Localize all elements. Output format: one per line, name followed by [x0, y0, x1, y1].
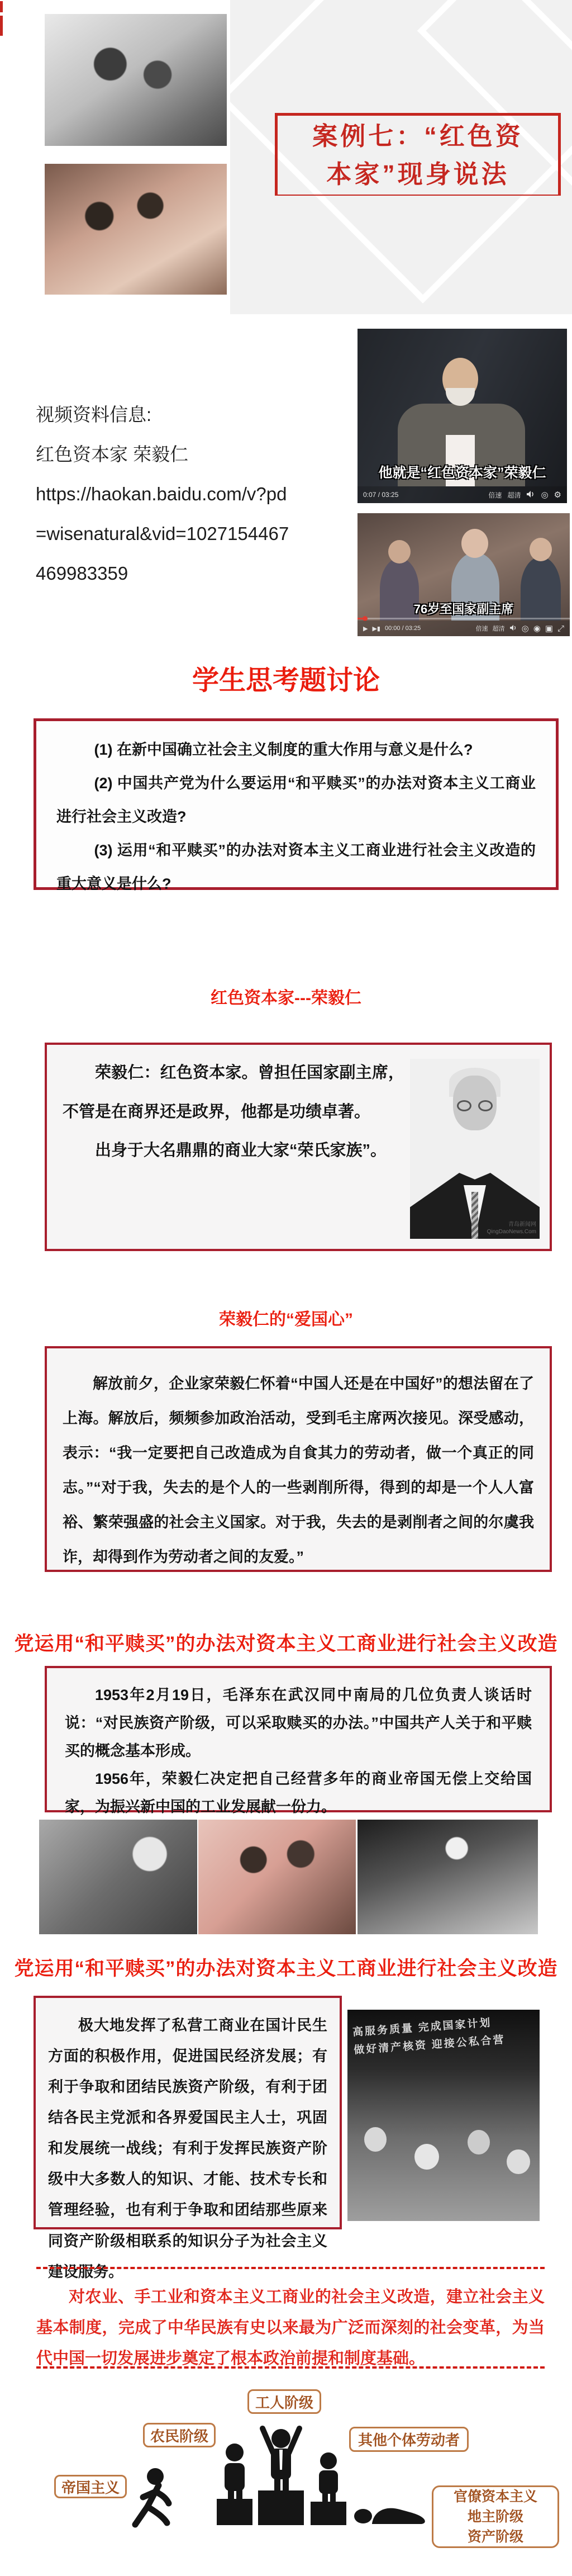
crowd-head: [507, 2149, 530, 2174]
photo-banner-text: 高服务质量 完成国家计划 做好清产核资 迎接公私合营: [352, 2017, 506, 2057]
question-3: (3) 运用“和平赎买”的办法对资本主义工商业进行社会主义改造的重大意义是什么?: [56, 841, 536, 892]
video-info-title: 红色资本家 荣毅仁: [36, 444, 189, 465]
rong-bio-text: [63, 1054, 404, 1171]
video2-control-bar: [358, 621, 570, 636]
video-player-2[interactable]: [358, 513, 570, 636]
video-player-1[interactable]: [358, 329, 567, 503]
label-imperialism: 帝国主义: [54, 2475, 127, 2498]
redemption1-para2: 1956年，荣毅仁决定把自己经营多年的商业帝国无偿上交给国家，为振兴新中国的工业发展献一份力。: [65, 1770, 532, 1815]
redemption1-box: [45, 1666, 552, 1815]
question-2: (2) 中国共产党为什么要运用“和平赎买”的办法对资本主义工商业进行社会主义改造?: [56, 774, 536, 825]
video-info-label: 视频资料信息:: [36, 404, 152, 425]
rong-section-heading: 红色资本家---荣毅仁: [211, 989, 361, 1007]
rong-bio-para2: 出身于大名鼎鼎的商业大家“荣氏家族”。: [95, 1142, 387, 1160]
discussion-questions-box: [34, 718, 559, 890]
volume-icon[interactable]: [526, 490, 535, 500]
case-title-line2: 本家”现身说法: [326, 159, 509, 188]
portrait-tie: [471, 1192, 478, 1239]
glasses-icon: [457, 1100, 471, 1111]
crowd-head: [414, 2144, 439, 2170]
video-url-line1: https://haokan.baidu.com/v?pd: [36, 484, 287, 504]
screenshot-icon[interactable]: ◎: [541, 490, 549, 500]
patriotism-box: [45, 1346, 552, 1572]
redemption2-box: [34, 1996, 342, 2280]
banner-crowd-photo: [347, 2010, 540, 2221]
conclusion-paragraph: 对农业、手工业和资本主义工商业的社会主义改造，建立社会主义基本制度，完成了中华民族有史以来最为广泛而深刻的社会变革，为当代中国一切发展进步奠定了根本政治前提和制度基础。: [36, 2288, 545, 2368]
dashed-divider-top: [36, 2267, 545, 2269]
photo-watermark: 青岛新闻网 QingDaoNews.Com: [487, 1221, 536, 1235]
glasses-icon: [478, 1100, 493, 1111]
rong-bio-para1: 荣毅仁：红色资本家。曾担任国家副主席，不管是在商界还是政界，他都是功绩卓著。: [63, 1064, 404, 1121]
quality-button[interactable]: 超清: [492, 626, 505, 632]
patriotism-heading: 荣毅仁的“爱国心”: [219, 1310, 353, 1329]
video2-time: 00:00 / 03:25: [384, 625, 421, 632]
edge-red-tick: [0, 1, 3, 12]
rong-bio-box: [45, 1043, 552, 1251]
historical-couple-photo: [45, 14, 227, 146]
edge-red-tick: [0, 16, 3, 36]
pip-icon[interactable]: ▣: [545, 623, 553, 633]
crowd-head: [364, 2127, 387, 2152]
label-worker-class: 工人阶级: [247, 2389, 321, 2414]
case-title-line1: 案例七：“红色资: [312, 122, 523, 150]
video-url-line2: =wisenatural&vid=1027154467: [36, 523, 289, 544]
video1-subtitle: 他就是“红色资本家”荣毅仁: [378, 465, 546, 481]
redemption1-heading: 党运用“和平赎买”的办法对资本主义工商业进行社会主义改造: [14, 1633, 558, 1655]
playback-speed-button[interactable]: 倍速: [488, 491, 502, 499]
record-icon[interactable]: ◉: [533, 623, 541, 633]
settings-gear-icon[interactable]: ⚙: [554, 490, 561, 500]
discussion-heading: 学生思考题讨论: [192, 666, 380, 695]
crowd-figure-head: [388, 540, 411, 564]
question-1: (1) 在新中国确立社会主义制度的重大作用与意义是什么?: [94, 741, 473, 758]
play-icon[interactable]: ▶: [363, 625, 368, 632]
label-farmer-class: 农民阶级: [143, 2423, 216, 2447]
case-title-box: [275, 113, 561, 196]
historical-signing-photo: [45, 164, 227, 295]
crowd-celebration-photo: [358, 1820, 538, 1934]
crowd-head: [468, 2130, 490, 2154]
redemption1-para1: 1953年2月19日，毛泽东在武汉同中南局的几位负责人谈话时说：“对民族资产阶级，可以采取赎买的办法。”中国共产人关于和平赎买的概念基本形成。: [65, 1687, 532, 1759]
patriotism-para: 解放前夕，企业家荣毅仁怀着“中国人还是在中国好”的想法留在了上海。解放后，频频参加政治活动，受到毛主席两次接见。深受感动，表示：“我一定要把自己改造成为自食其力的劳动者，做一个真正的同志。”“对于我，失去的是个人的一些剥削所得，得到的却是一个人人富裕、繁荣强盛的社会主义国家。对于我，失去的是剥削者之间的尔虞我诈，却得到作为劳动者之间的友爱。”: [63, 1375, 534, 1566]
waving-man-head: [461, 529, 488, 558]
label-overthrown-classes: 官僚资本主义 地主阶级 资产阶级: [432, 2485, 559, 2548]
video-info-block: [36, 395, 349, 593]
playback-speed-button[interactable]: 倍速: [475, 626, 488, 632]
redemption2-heading: 党运用“和平赎买”的办法对资本主义工商业进行社会主义改造: [14, 1958, 558, 1980]
next-icon[interactable]: ▶▮: [372, 625, 380, 632]
crowd-figure-head: [530, 538, 552, 561]
rong-portrait-photo: [410, 1059, 540, 1239]
fullscreen-icon[interactable]: ⤢: [557, 623, 564, 633]
video1-control-bar: [358, 486, 567, 503]
label-other-laborers: 其他个体劳动者: [349, 2427, 469, 2452]
dashed-divider-bottom: [36, 2366, 545, 2369]
redemption2-para: 极大地发挥了私营工商业在国计民生方面的积极作用，促进国民经济发展；有利于争取和团结民族资产阶级，有利于团结各民主党派和各界爱国民主人士，巩固和发展统一战线；有利于发挥民族资产阶级中大多数人的知识、才能、技术专长和管理经验，也有利于争取和团结那些原来同资产阶级相联系的知识分子为社会主义建设服务。: [48, 2017, 327, 2280]
video1-time: 0:07 / 03:25: [363, 491, 399, 499]
mao-with-workers-photo: [39, 1820, 197, 1934]
video2-subtitle: 76岁至国家副主席: [413, 602, 514, 616]
volume-icon[interactable]: [509, 624, 517, 633]
screenshot-icon[interactable]: ◎: [521, 623, 529, 633]
video-url-line3: 469983359: [36, 563, 128, 584]
two-men-signing-photo: [198, 1820, 356, 1934]
quality-button[interactable]: 超清: [507, 491, 521, 499]
video2-progress-bar[interactable]: [358, 618, 570, 619]
